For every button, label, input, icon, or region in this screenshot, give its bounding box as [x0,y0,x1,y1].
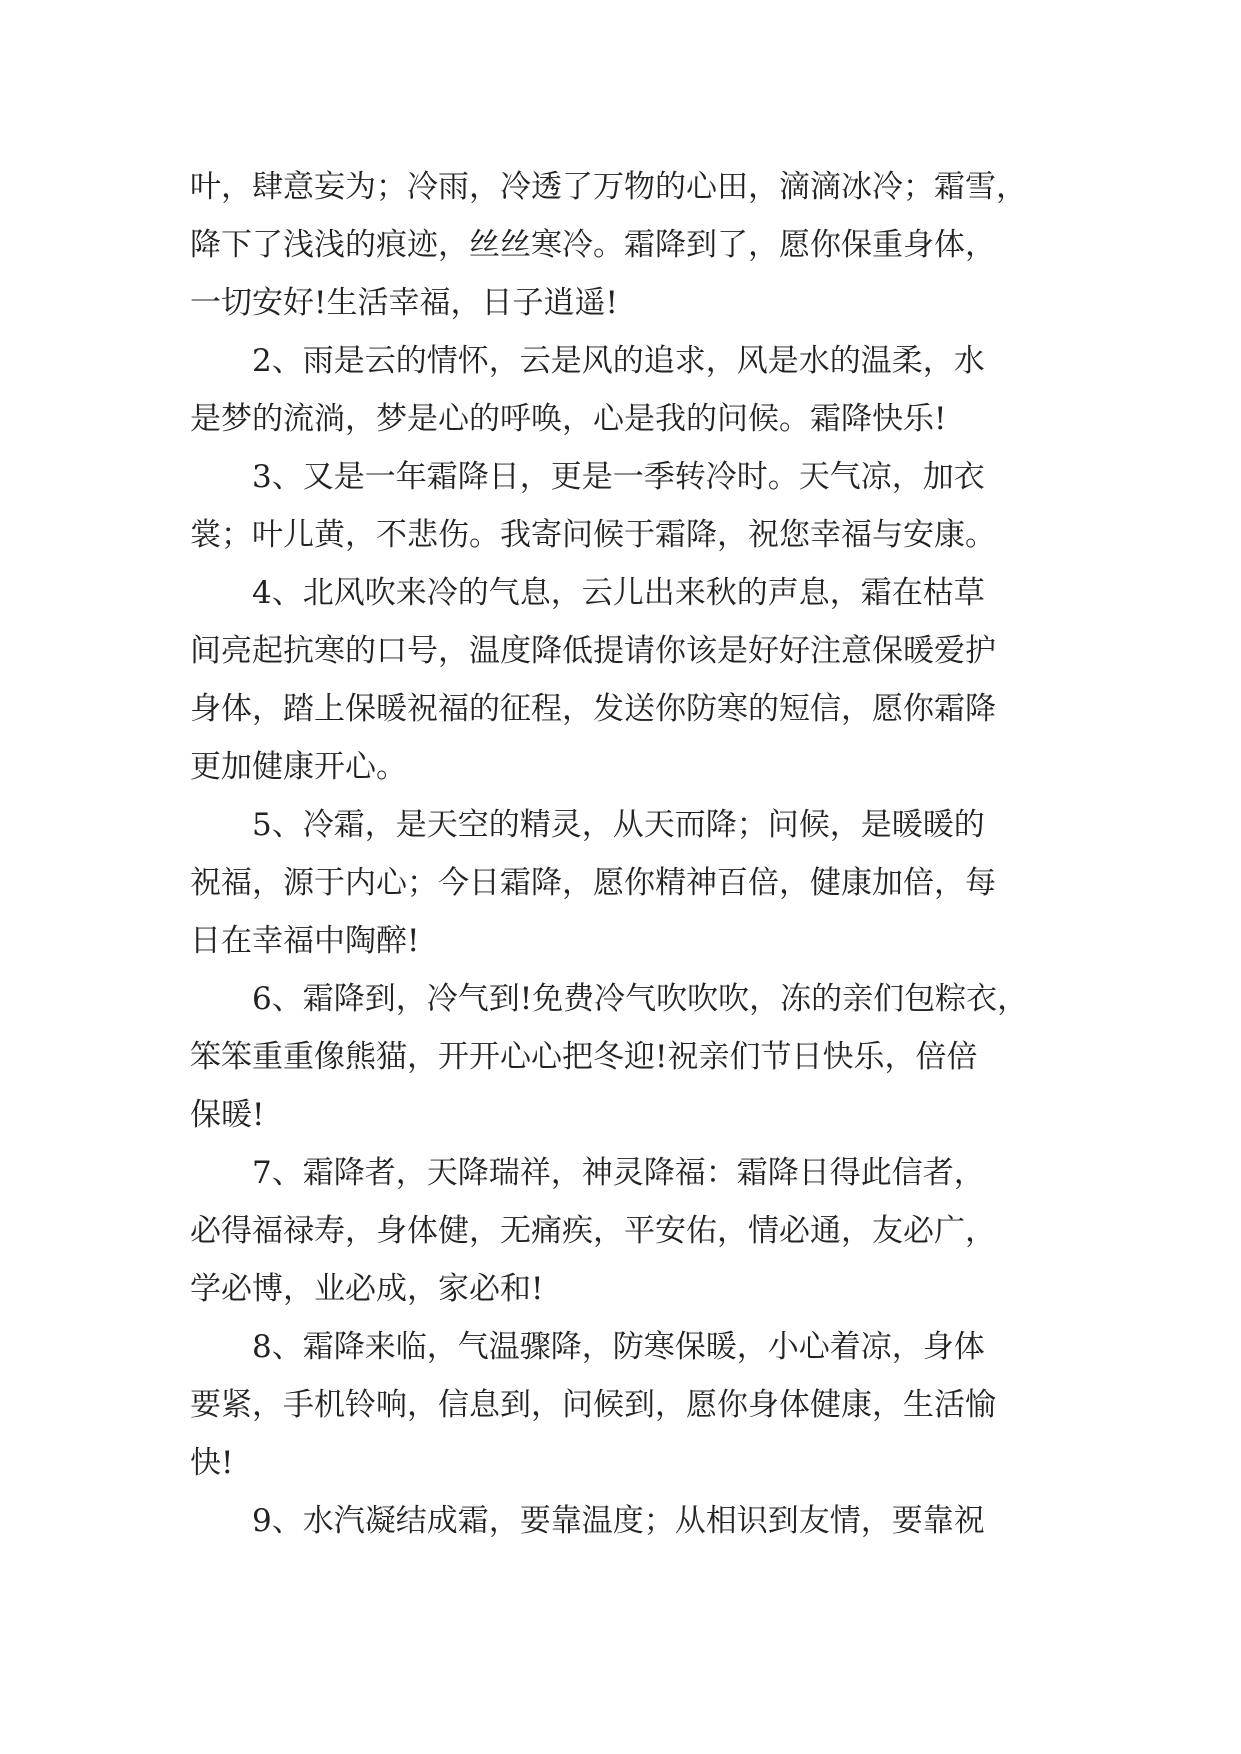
text-line: 叶，肆意妄为；冷雨，冷透了万物的心田，滴滴冰冷；霜雪， [190,169,1027,205]
paragraph-6 [190,970,1070,1144]
document-body [190,158,1070,1550]
text-line: 6、霜降到，冷气到!免费冷气吹吹吹，冻的亲们包粽衣， [252,981,1029,1017]
paragraph-continuation [190,158,1070,332]
text-line: 8、霜降来临，气温骤降，防寒保暖，小心着凉，身体 [252,1329,985,1365]
text-line: 7、霜降者，天降瑞祥，神灵降福：霜降日得此信者， [252,1155,985,1191]
paragraph-2 [190,332,1070,448]
text-line: 身体，踏上保暖祝福的征程，发送你防寒的短信，愿你霜降 [190,691,996,727]
text-line: 保暖! [190,1097,265,1133]
text-line: 是梦的流淌，梦是心的呼唤，心是我的问候。霜降快乐! [190,401,947,437]
text-line: 笨笨重重像熊猫，开开心心把冬迎!祝亲们节日快乐，倍倍 [190,1039,978,1075]
text-line: 间亮起抗寒的口号，温度降低提请你该是好好注意保暖爱护 [190,633,996,669]
text-line: 必得福禄寿，身体健，无痛疾，平安佑，情必通，友必广， [190,1213,996,1249]
text-line: 4、北风吹来冷的气息，云儿出来秋的声息，霜在枯草 [252,575,985,611]
paragraph-3 [190,448,1070,564]
paragraph-9 [190,1492,1070,1550]
text-line: 裳；叶儿黄，不悲伤。我寄问候于霜降，祝您幸福与安康。 [190,517,996,553]
text-line: 日在幸福中陶醉! [190,923,420,959]
text-line: 祝福，源于内心；今日霜降，愿你精神百倍，健康加倍，每 [190,865,996,901]
text-line: 9、水汽凝结成霜，要靠温度；从相识到友情，要靠祝 [252,1503,985,1539]
paragraph-4 [190,564,1070,796]
paragraph-7 [190,1144,1070,1318]
text-line: 更加健康开心。 [190,749,407,785]
text-line: 5、冷霜，是天空的精灵，从天而降；问候，是暖暖的 [252,807,985,843]
text-line: 快! [190,1445,234,1481]
paragraph-5 [190,796,1070,970]
text-line: 要紧，手机铃响，信息到，问候到，愿你身体健康，生活愉 [190,1387,996,1423]
text-line: 3、又是一年霜降日，更是一季转冷时。天气凉，加衣 [252,459,985,495]
paragraph-8 [190,1318,1070,1492]
text-line: 一切安好!生活幸福，日子逍遥! [190,285,618,321]
text-line: 学必博，业必成，家必和! [190,1271,544,1307]
text-line: 2、雨是云的情怀，云是风的追求，风是水的温柔，水 [252,343,985,379]
text-line: 降下了浅浅的痕迹，丝丝寒冷。霜降到了，愿你保重身体， [190,227,996,263]
